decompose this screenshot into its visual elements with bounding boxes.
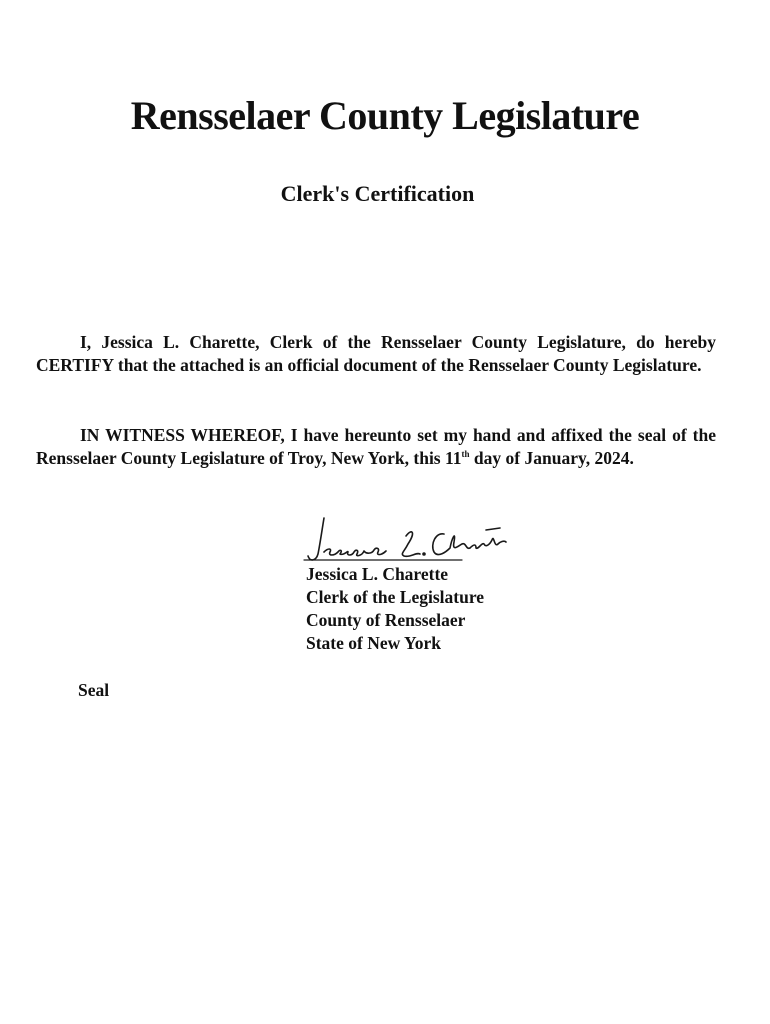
para1-prefix: I, Jessica L. Charette, Clerk of the Rensselaer County Legislature, do hereby: [80, 332, 716, 352]
document-subtitle: Clerk's Certification: [280, 181, 475, 206]
document-title: Rensselaer County Legislature: [130, 93, 640, 138]
signer-county: County of Rensselaer: [306, 610, 466, 630]
handwritten-signature: [302, 514, 517, 564]
signer-name: Jessica L. Charette: [306, 564, 449, 584]
signer-title: Clerk of the Legislature: [306, 587, 485, 607]
para2-text-b: day of January, 2024.: [469, 448, 634, 468]
certify-emphasis: CERTIFY: [36, 355, 114, 375]
ordinal-suffix: th: [461, 449, 470, 460]
signer-state: State of New York: [306, 633, 441, 653]
witness-emphasis: IN WITNESS WHEREOF: [80, 425, 281, 445]
witness-paragraph: [36, 424, 716, 470]
signature-block: [306, 563, 484, 655]
para2-text-a: , I have hereunto set my hand and affixed the seal of the Rensselaer County Legislature of Troy, New York, this 11: [36, 425, 716, 468]
certification-paragraph: [36, 331, 716, 377]
para1-suffix: that the attached is an official document of the Rensselaer County Legislature.: [113, 355, 702, 375]
seal-label: Seal: [78, 680, 110, 700]
